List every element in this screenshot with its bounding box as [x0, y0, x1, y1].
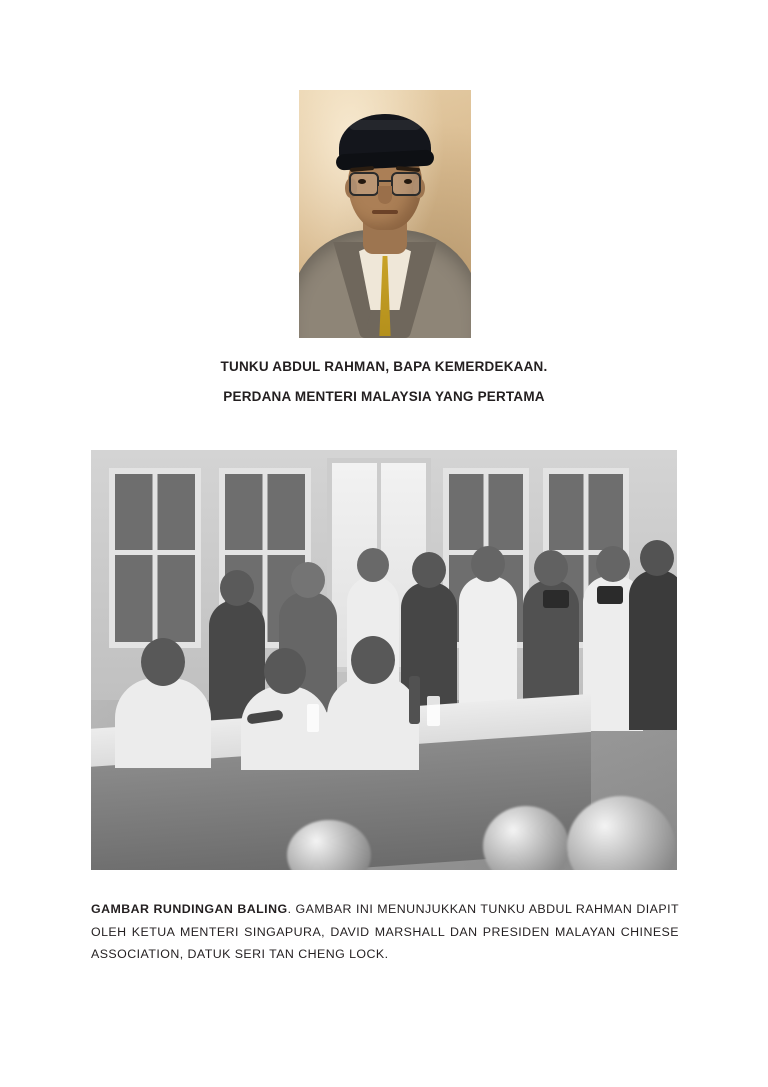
portrait-nose — [378, 186, 392, 204]
photo-head — [351, 636, 395, 684]
portrait-songkok-fold — [349, 120, 421, 130]
portrait-spectacle-bridge — [378, 180, 392, 182]
historic-photo — [91, 450, 677, 870]
photo-caption-rest: . GAMBAR INI MENUNJUKKAN TUNKU ABDUL RAHMAN DIAPIT OLEH KETUA MENTERI SINGAPURA, DAVID MARSHALL DAN PRESIDEN MALAYAN CHINESE ASSOCIATION, DATUK SERI TAN CHENG LOCK. — [91, 902, 680, 962]
portrait-caption-line-1: TUNKU ABDUL RAHMAN, BAPA KEMERDEKAAN. — [220, 359, 548, 374]
portrait-caption-block — [0, 352, 768, 412]
photo-head — [534, 550, 568, 586]
portrait-image — [299, 90, 471, 338]
photo-window-1 — [109, 468, 201, 648]
photo-head — [357, 548, 389, 582]
portrait-spectacle-left — [349, 172, 379, 196]
photo-camera-1 — [543, 590, 569, 608]
photo-glass-1 — [307, 704, 319, 732]
photo-head — [596, 546, 630, 582]
portrait-spectacle-right — [391, 172, 421, 196]
photo-head — [220, 570, 254, 606]
photo-caption — [91, 898, 679, 966]
portrait-eye-left — [358, 179, 366, 184]
photo-glass-2 — [427, 696, 440, 726]
photo-seated-figure-1 — [115, 678, 211, 768]
photo-standing-figure-8 — [629, 570, 677, 730]
portrait-caption-line-2: PERDANA MENTERI MALAYSIA YANG PERTAMA — [223, 389, 545, 404]
photo-head — [291, 562, 325, 598]
photo-head — [640, 540, 674, 576]
photo-head — [264, 648, 306, 694]
portrait-eye-right — [404, 179, 412, 184]
historic-photo-scene — [91, 450, 677, 870]
photo-seated-figure-3 — [327, 676, 419, 770]
photo-head — [141, 638, 185, 686]
photo-camera-2 — [597, 586, 623, 604]
tunku-abdul-rahman-portrait — [299, 90, 471, 338]
photo-caption-lead: GAMBAR RUNDINGAN BALING — [91, 902, 288, 917]
photo-head — [412, 552, 446, 588]
photo-head — [471, 546, 505, 582]
photo-bottle — [409, 676, 420, 724]
portrait-mouth — [372, 210, 398, 214]
